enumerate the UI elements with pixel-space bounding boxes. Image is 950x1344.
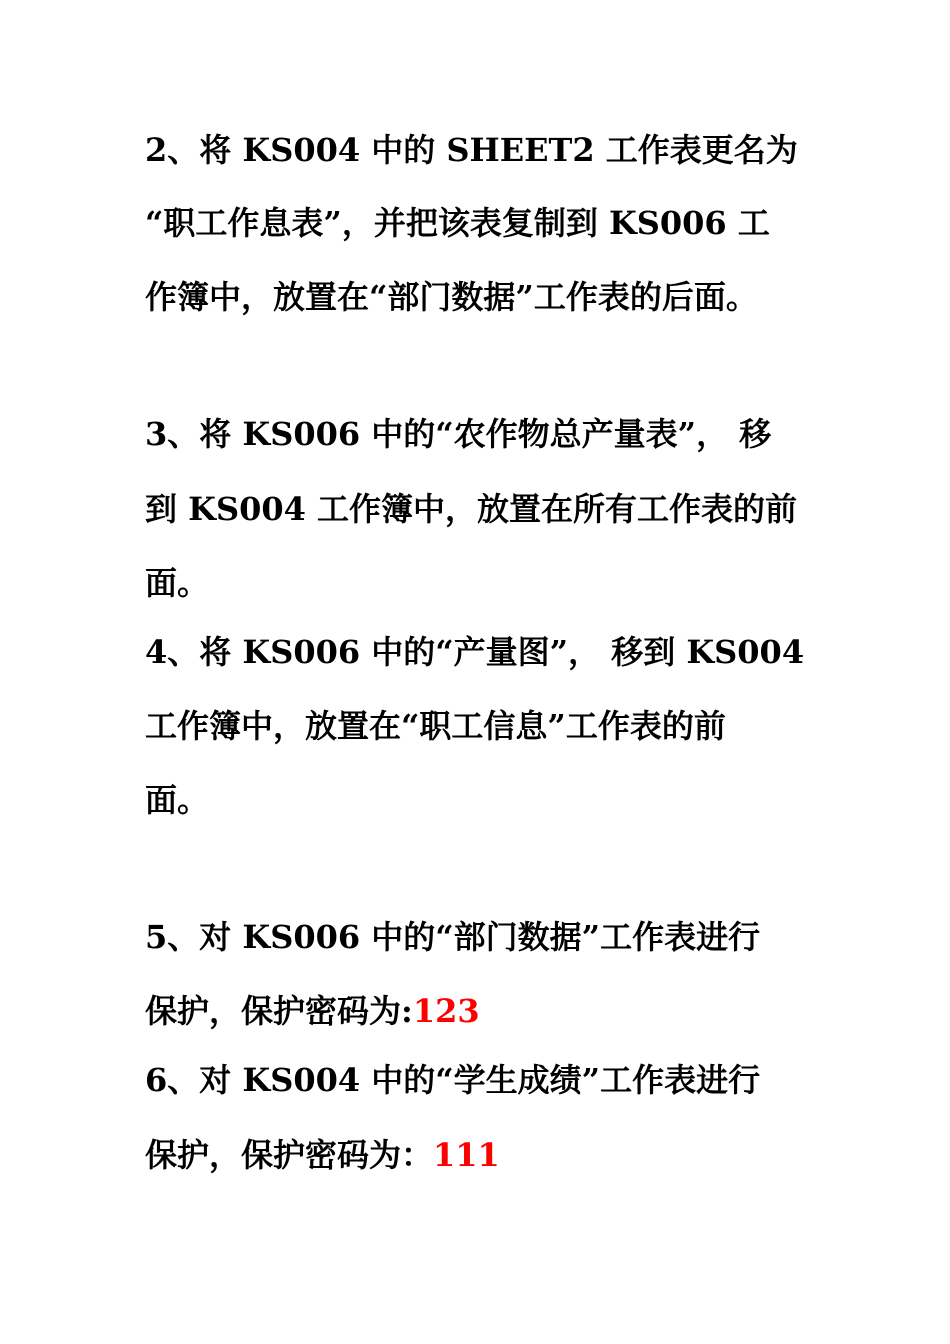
- text-line: 面。: [145, 781, 210, 819]
- password-value: 123: [412, 992, 480, 1030]
- text-line: [145, 1135, 500, 1175]
- text-line: 4、将 KS006 中的“产量图”， 移到 KS004: [145, 633, 805, 671]
- text-line: 作簿中，放置在“部门数据”工作表的后面。: [145, 278, 758, 316]
- text-line: 6、对 KS004 中的“学生成绩”工作表进行: [145, 1061, 761, 1099]
- text-line: “职工作息表”，并把该表复制到 KS006 工: [145, 204, 770, 242]
- password-value: 111: [433, 1136, 500, 1174]
- password-label: 保护，保护密码为:: [145, 992, 413, 1030]
- text-line: 面。: [145, 564, 210, 602]
- text-line: 2、将 KS004 中的 SHEET2 工作表更名为: [145, 131, 798, 169]
- text-line: 5、对 KS006 中的“部门数据”工作表进行: [145, 918, 761, 956]
- text-line: 3、将 KS006 中的“农作物总产量表”， 移: [145, 415, 772, 453]
- password-label: 保护，保护密码为：: [145, 1136, 434, 1174]
- text-line: 工作簿中，放置在“职工信息”工作表的前: [145, 707, 726, 745]
- text-line: [145, 991, 480, 1031]
- text-line: 到 KS004 工作簿中，放置在所有工作表的前: [145, 490, 798, 528]
